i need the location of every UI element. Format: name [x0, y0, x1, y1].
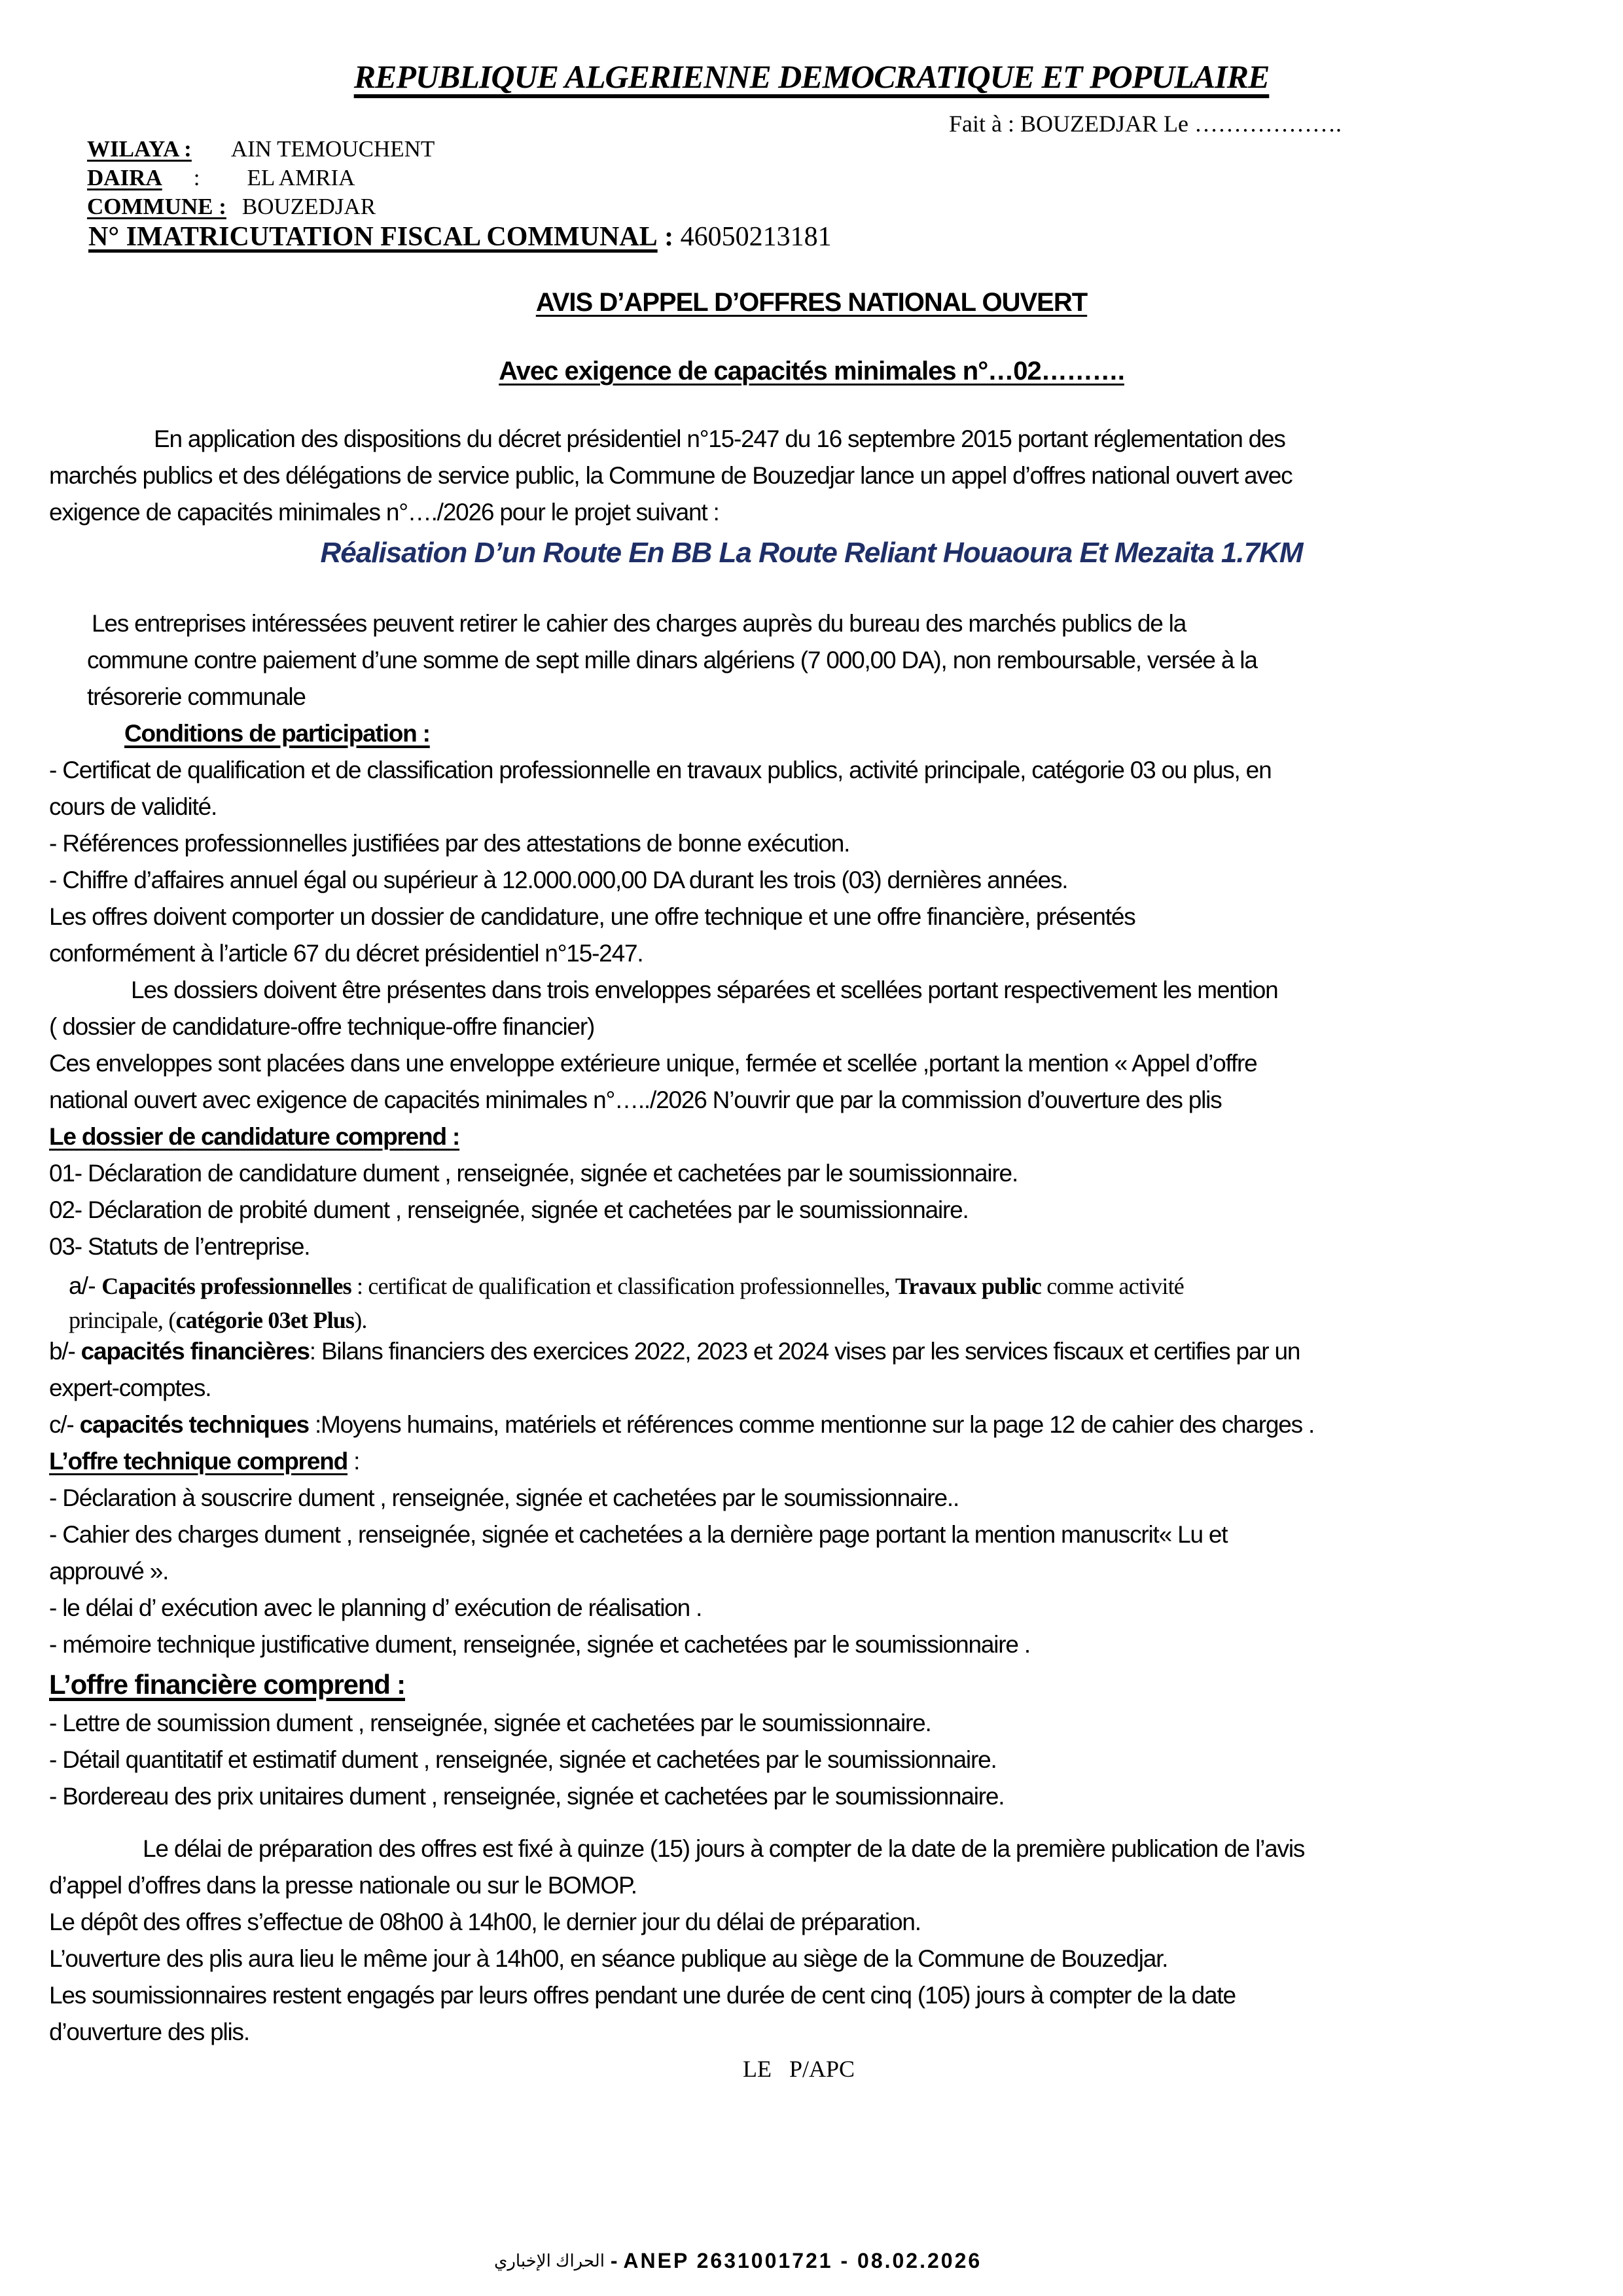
daira-value: EL AMRIA: [247, 165, 355, 190]
condition-line-6: conformément à l’article 67 du décret présidentiel n°15-247.: [49, 940, 643, 967]
republic-title: REPUBLIQUE ALGERIENNE DEMOCRATIQUE ET POPULAIRE: [353, 58, 1270, 95]
footer-reference: ANEP 2631001721 - 08.02.2026: [623, 2249, 982, 2272]
envelopes-line-1: Les dossiers doivent être présentes dans trois enveloppes séparées et scellées portant respectivement les mention: [131, 977, 1278, 1003]
closing-line-4: L’ouverture des plis aura lieu le même jour à 14h00, en séance publique au siège de la Commune de Bouzedjar.: [49, 1945, 1168, 1972]
fiscal-id-row: [88, 221, 832, 253]
place-date: Fait à : BOUZEDJAR Le ……………….: [949, 111, 1342, 137]
condition-line-2: cours de validité.: [49, 793, 217, 820]
intro-line-2: marchés publics et des délégations de service public, la Commune de Bouzedjar lance un appel d’offres national ouvert avec: [49, 462, 1293, 489]
project-title: Réalisation D’un Route En BB La Route Reliant Houaoura Et Mezaita 1.7KM: [320, 537, 1303, 569]
closing-line-1: Le délai de préparation des offres est fixé à quinze (15) jours à compter de la date de la première publication de l’avis: [143, 1835, 1305, 1862]
wilaya-label: WILAYA :: [87, 136, 192, 162]
technique-line-1: - Déclaration à souscrire dument , renseignée, signée et cachetées par le soumissionnaire..: [49, 1484, 959, 1511]
condition-line-5: Les offres doivent comporter un dossier de candidature, une offre technique et une offre financière, présentés: [49, 903, 1135, 930]
closing-line-3: Le dépôt des offres s’effectue de 08h00 à 14h00, le dernier jour du délai de préparation.: [49, 1909, 921, 1935]
condition-line-4: - Chiffre d’affaires annuel égal ou supérieur à 12.000.000,00 DA durant les trois (03) dernières années.: [49, 867, 1068, 893]
retrait-line-3: trésorerie communale: [87, 683, 306, 710]
capacity-a-label: Capacités professionnelles: [101, 1273, 351, 1299]
wilaya-row: [87, 136, 435, 162]
conditions-heading: Conditions de participation :: [124, 720, 430, 747]
envelopes-line-4: national ouvert avec exigence de capacités minimales n°…../2026 N’ouvrir que par la commission d’ouverture des plis: [49, 1086, 1222, 1113]
closing-line-6: d’ouverture des plis.: [49, 2018, 249, 2045]
condition-line-1: - Certificat de qualification et de classification professionnelle en travaux publics, activité principale, catégorie 03 ou plus, en: [49, 757, 1272, 783]
fiscal-id-value: 46050213181: [680, 222, 832, 252]
financiere-line-2: - Détail quantitatif et estimatif dument , renseignée, signée et cachetées par le soumissionnaire.: [49, 1746, 997, 1773]
financiere-line-3: - Bordereau des prix unitaires dument , renseignée, signée et cachetées par le soumissionnaire.: [49, 1783, 1005, 1810]
notice-subtitle: Avec exigence de capacités minimales n°…02……….: [499, 357, 1124, 386]
commune-value: BOUZEDJAR: [241, 194, 376, 219]
condition-line-3: - Références professionnelles justifiées par des attestations de bonne exécution.: [49, 830, 850, 857]
technique-line-4: - le délai d’ exécution avec le planning d’ exécution de réalisation .: [49, 1594, 702, 1621]
technique-heading: L’offre technique comprend :: [49, 1448, 360, 1475]
capacity-b-line-2: expert-comptes.: [49, 1374, 211, 1401]
fiscal-id-label: N° IMATRICUTATION FISCAL COMMUNAL: [88, 222, 658, 252]
fiscal-id-sep: :: [657, 222, 681, 252]
intro-line-1: En application des dispositions du décret présidentiel n°15-247 du 16 septembre 2015 portant réglementation des: [154, 425, 1285, 452]
candidature-item-3: 03- Statuts de l’entreprise.: [49, 1233, 310, 1260]
capacity-b-line-1: b/- capacités financières: Bilans financiers des exercices 2022, 2023 et 2024 vises par les services fiscaux et certifies par un: [49, 1338, 1300, 1365]
commune-row: [87, 194, 376, 220]
technique-line-2: - Cahier des charges dument , renseignée, signée et cachetées a la dernière page portant la mention manuscrit« Lu et: [49, 1521, 1228, 1548]
footer-arabic: الحراك الإخباري: [494, 2251, 605, 2270]
envelopes-line-2: ( dossier de candidature-offre technique-offre financier): [49, 1013, 595, 1040]
candidature-item-2: 02- Déclaration de probité dument , renseignée, signée et cachetées par le soumissionnaire.: [49, 1196, 969, 1223]
capacity-c-label: capacités techniques: [79, 1411, 309, 1438]
capacity-a-line-1: a/- Capacités professionnelles : certificat de qualification et classification professionnelles, Travaux public comme activité: [69, 1272, 1184, 1299]
intro-line-3: exigence de capacités minimales n°…./2026 pour le projet suivant :: [49, 499, 719, 526]
commune-label: COMMUNE :: [87, 194, 226, 219]
capacity-a-line-2: principale, (catégorie 03et Plus).: [69, 1307, 367, 1333]
signature: LE P/APC: [743, 2056, 855, 2082]
daira-label: DAIRA: [87, 165, 162, 190]
daira-row: [87, 165, 355, 191]
retrait-line-1: Les entreprises intéressées peuvent retirer le cahier des charges auprès du bureau des marchés publics de la: [92, 610, 1186, 637]
capacity-b-label: capacités financières: [80, 1338, 310, 1365]
retrait-line-2: commune contre paiement d’une somme de sept mille dinars algériens (7 000,00 DA), non remboursable, versée à la: [87, 647, 1257, 673]
footer: [494, 2249, 982, 2273]
financiere-heading: L’offre financière comprend :: [49, 1669, 405, 1700]
wilaya-value: AIN TEMOUCHENT: [230, 136, 435, 162]
technique-line-5: - mémoire technique justificative dument, renseignée, signée et cachetées par le soumissionnaire .: [49, 1631, 1030, 1658]
financiere-line-1: - Lettre de soumission dument , renseignée, signée et cachetées par le soumissionnaire.: [49, 1710, 931, 1736]
envelopes-line-3: Ces enveloppes sont placées dans une enveloppe extérieure unique, fermée et scellée ,portant la mention « Appel d’offre: [49, 1050, 1257, 1077]
candidature-item-1: 01- Déclaration de candidature dument , renseignée, signée et cachetées par le soumissionnaire.: [49, 1160, 1018, 1187]
capacity-c-line: c/- capacités techniques :Moyens humains, matériels et références comme mentionne sur la page 12 de cahier des charges .: [49, 1411, 1315, 1438]
candidature-heading: Le dossier de candidature comprend :: [49, 1123, 460, 1150]
footer-sep: -: [604, 2249, 624, 2272]
daira-sep: :: [193, 165, 200, 190]
closing-line-2: d’appel d’offres dans la presse nationale ou sur le BOMOP.: [49, 1872, 637, 1899]
technique-line-3: approuvé ».: [49, 1558, 169, 1585]
notice-title: AVIS D’APPEL D’OFFRES NATIONAL OUVERT: [535, 288, 1088, 317]
closing-line-5: Les soumissionnaires restent engagés par leurs offres pendant une durée de cent cinq (105) jours à compter de la date: [49, 1982, 1236, 2009]
